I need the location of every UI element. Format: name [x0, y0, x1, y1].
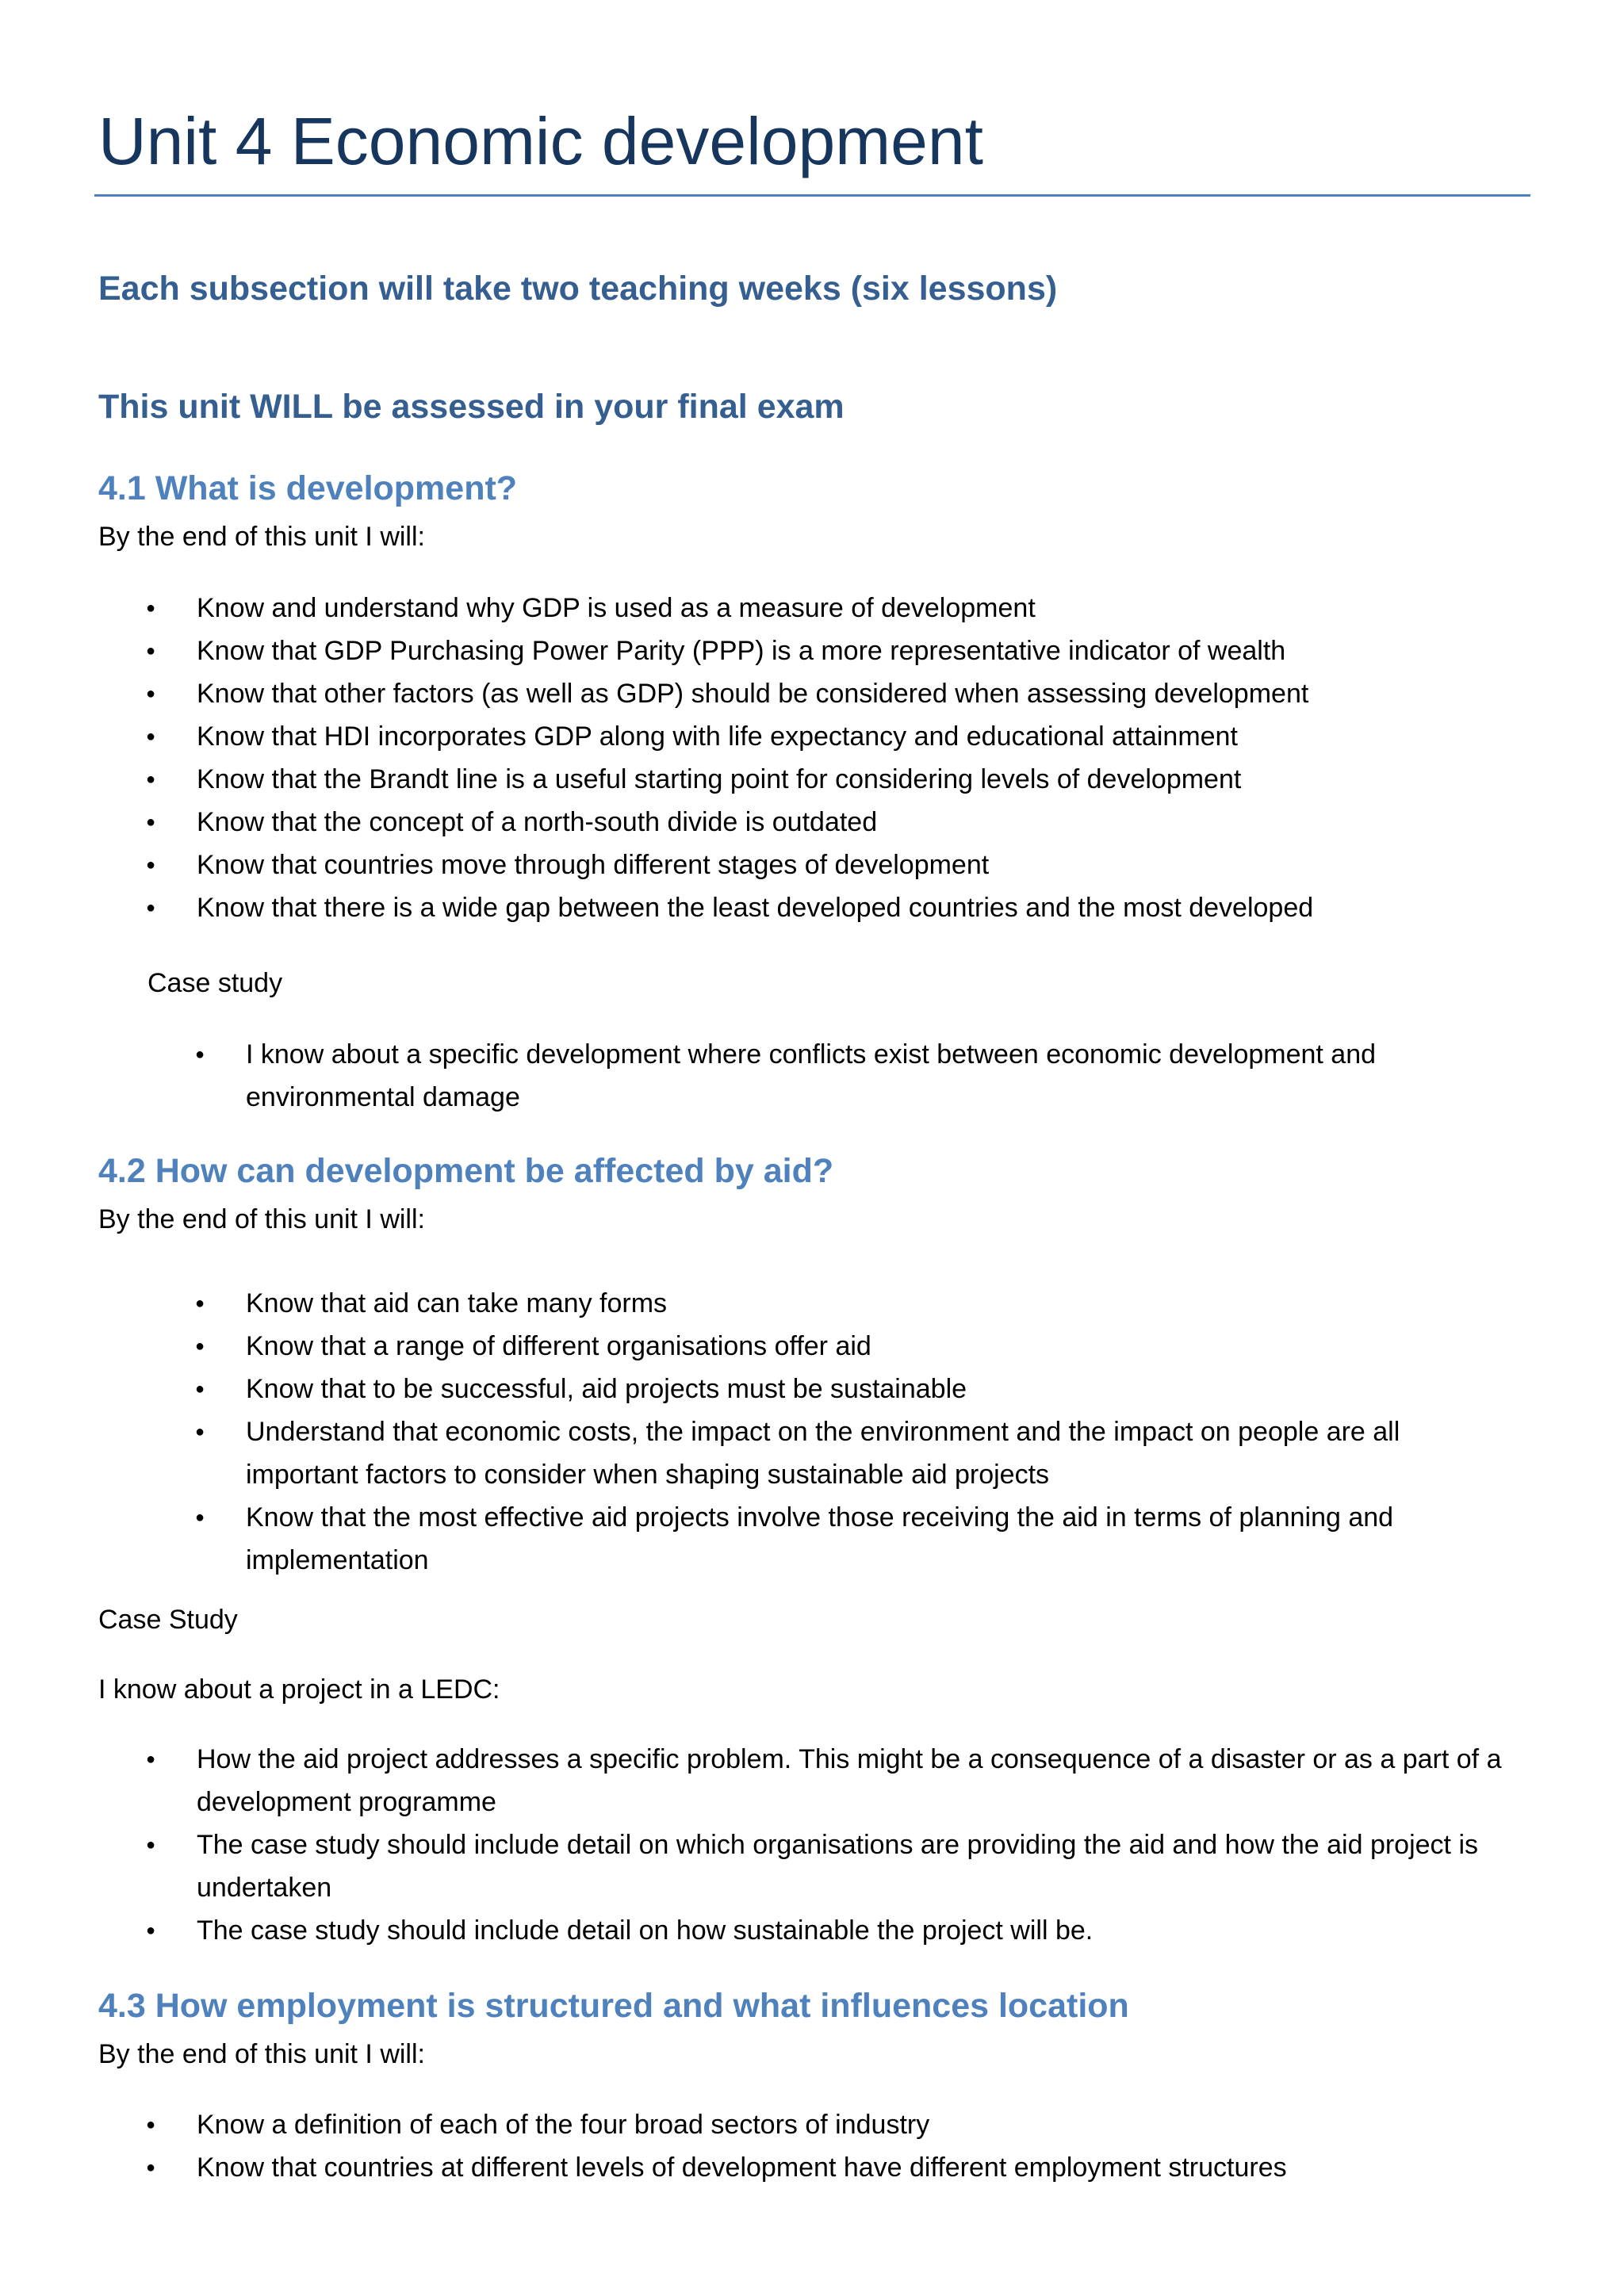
list-item: ● Know that countries at different levels of development have different employment structures: [197, 2146, 1545, 2189]
section-heading-4-3: 4.3 How employment is structured and what influences location: [98, 1987, 1129, 2025]
list-item: ● Know a definition of each of the four broad sectors of industry: [197, 2103, 1545, 2146]
list-item: ● Understand that economic costs, the impact on the environment and the impact on people are all important factors to consider when shaping sustainable aid projects: [246, 1410, 1467, 1496]
case-study-list-4-1: [246, 1033, 1451, 1119]
section-intro-4-3: By the end of this unit I will:: [98, 2039, 425, 2069]
outcomes-list-4-2: [246, 1282, 1467, 1582]
case-study-intro-4-2: I know about a project in a LEDC:: [98, 1674, 500, 1705]
list-item: ● Know and understand why GDP is used as a measure of development: [197, 587, 1545, 629]
title-underline: [94, 194, 1530, 197]
list-item: ● Know that HDI incorporates GDP along with life expectancy and educational attainment: [197, 715, 1545, 758]
list-item: ● Know that other factors (as well as GDP) should be considered when assessing development: [197, 672, 1545, 715]
section-heading-4-2: 4.2 How can development be affected by aid?: [98, 1152, 834, 1190]
subhead-assessment: This unit WILL be assessed in your final exam: [98, 388, 845, 426]
list-item: ● The case study should include detail on how sustainable the project will be.: [197, 1909, 1545, 1952]
list-item: ● Know that a range of different organisations offer aid: [246, 1325, 1467, 1368]
list-item: ● Know that to be successful, aid projects must be sustainable: [246, 1368, 1467, 1410]
subhead-teaching-weeks: Each subsection will take two teaching weeks (six lessons): [98, 270, 1058, 308]
list-item: ● Know that the most effective aid projects involve those receiving the aid in terms of planning and implementation: [246, 1496, 1467, 1582]
list-item: ● Know that the concept of a north-south divide is outdated: [197, 801, 1545, 844]
section-intro-4-2: By the end of this unit I will:: [98, 1204, 425, 1234]
outcomes-list-4-1: [197, 587, 1545, 929]
list-item: ● How the aid project addresses a specific problem. This might be a consequence of a disaster or as a part of a development programme: [197, 1738, 1545, 1823]
outcomes-list-4-3: [197, 2103, 1545, 2189]
case-study-label-4-2: Case Study: [98, 1605, 238, 1635]
case-study-list-4-2: [197, 1738, 1545, 1952]
list-item: ● Know that aid can take many forms: [246, 1282, 1467, 1325]
page-title: Unit 4 Economic development: [98, 104, 983, 178]
list-item: ● I know about a specific development where conflicts exist between economic development and environmental damage: [246, 1033, 1451, 1119]
case-study-label-4-1: Case study: [147, 968, 283, 998]
list-item: ● Know that there is a wide gap between the least developed countries and the most developed: [197, 886, 1545, 929]
list-item: ● Know that the Brandt line is a useful starting point for considering levels of development: [197, 758, 1545, 801]
list-item: ● Know that countries move through different stages of development: [197, 844, 1545, 886]
list-item: ● Know that GDP Purchasing Power Parity (PPP) is a more representative indicator of wealth: [197, 629, 1545, 672]
section-intro-4-1: By the end of this unit I will:: [98, 522, 425, 552]
list-item: ● The case study should include detail on which organisations are providing the aid and how the aid project is undertaken: [197, 1823, 1545, 1909]
section-heading-4-1: 4.1 What is development?: [98, 469, 518, 507]
